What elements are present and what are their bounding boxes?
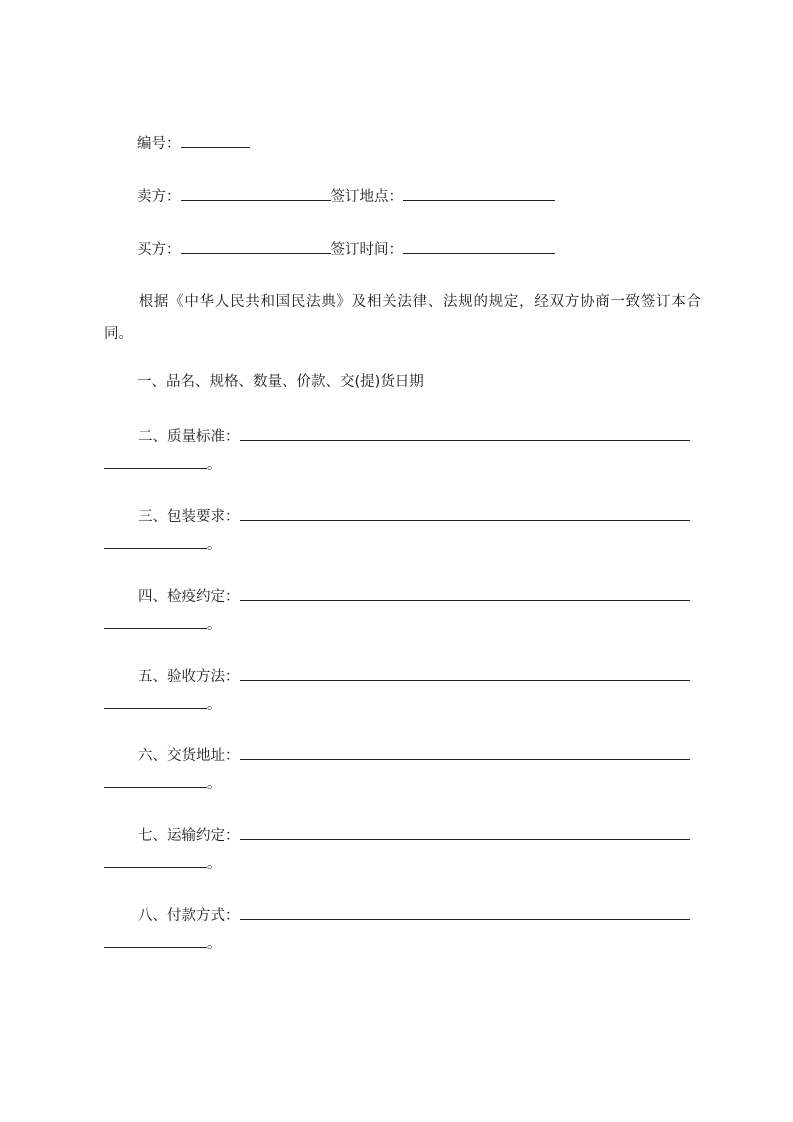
clause-end-mark: 。 [207, 537, 222, 553]
section-one-title: 一、品名、规格、数量、价款、交(提)货日期 [137, 374, 424, 390]
contract-number-label: 编号： [137, 136, 181, 152]
clause-blank-line2[interactable] [104, 454, 207, 469]
clause-label: 七、运输约定： [138, 828, 240, 844]
sign-time-blank[interactable] [403, 239, 555, 254]
clause-blank-line2[interactable] [104, 773, 207, 788]
intro-paragraph [104, 286, 701, 350]
clause-label: 二、质量标准： [138, 429, 240, 445]
seller-blank[interactable] [181, 186, 331, 201]
contract-number-row [137, 133, 250, 153]
clause-end-mark: 。 [207, 936, 222, 952]
seller-row [137, 186, 555, 206]
buyer-label: 买方： [137, 242, 181, 258]
clause-blank-line2[interactable] [104, 694, 207, 709]
clause-blank-line2[interactable] [104, 933, 207, 948]
clause-label: 六、交货地址： [138, 748, 240, 764]
clause-label: 四、检疫约定： [138, 589, 240, 605]
clause-end-mark: 。 [207, 697, 222, 713]
buyer-row [137, 239, 555, 259]
clause-blank-line2[interactable] [104, 614, 207, 629]
clause-blank-line1[interactable] [240, 825, 690, 840]
clause-end-mark: 。 [207, 457, 222, 473]
clause-blank-line1[interactable] [240, 905, 690, 920]
clause-blank-line1[interactable] [240, 506, 690, 521]
clause-end-mark: 。 [207, 617, 222, 633]
clause-blank-line1[interactable] [240, 426, 690, 441]
sign-place-blank[interactable] [403, 186, 555, 201]
clause-blank-line1[interactable] [240, 586, 690, 601]
intro-text: 根据《中华人民共和国民法典》及相关法律、法规的规定，经双方协商一致签订本合同。 [104, 294, 701, 342]
clause-label: 三、包装要求： [138, 509, 240, 525]
sign-time-label: 签订时间： [330, 242, 403, 258]
clause-label: 五、验收方法： [138, 669, 240, 685]
clause-blank-line2[interactable] [104, 853, 207, 868]
clause-end-mark: 。 [207, 776, 222, 792]
clause-end-mark: 。 [207, 856, 222, 872]
seller-label: 卖方： [137, 189, 181, 205]
clause-blank-line1[interactable] [240, 666, 690, 681]
buyer-blank[interactable] [181, 239, 331, 254]
sign-place-label: 签订地点： [330, 189, 403, 205]
clause-label: 八、付款方式： [138, 908, 240, 924]
contract-number-blank[interactable] [181, 133, 250, 148]
clause-blank-line1[interactable] [240, 745, 690, 760]
clause-blank-line2[interactable] [104, 534, 207, 549]
